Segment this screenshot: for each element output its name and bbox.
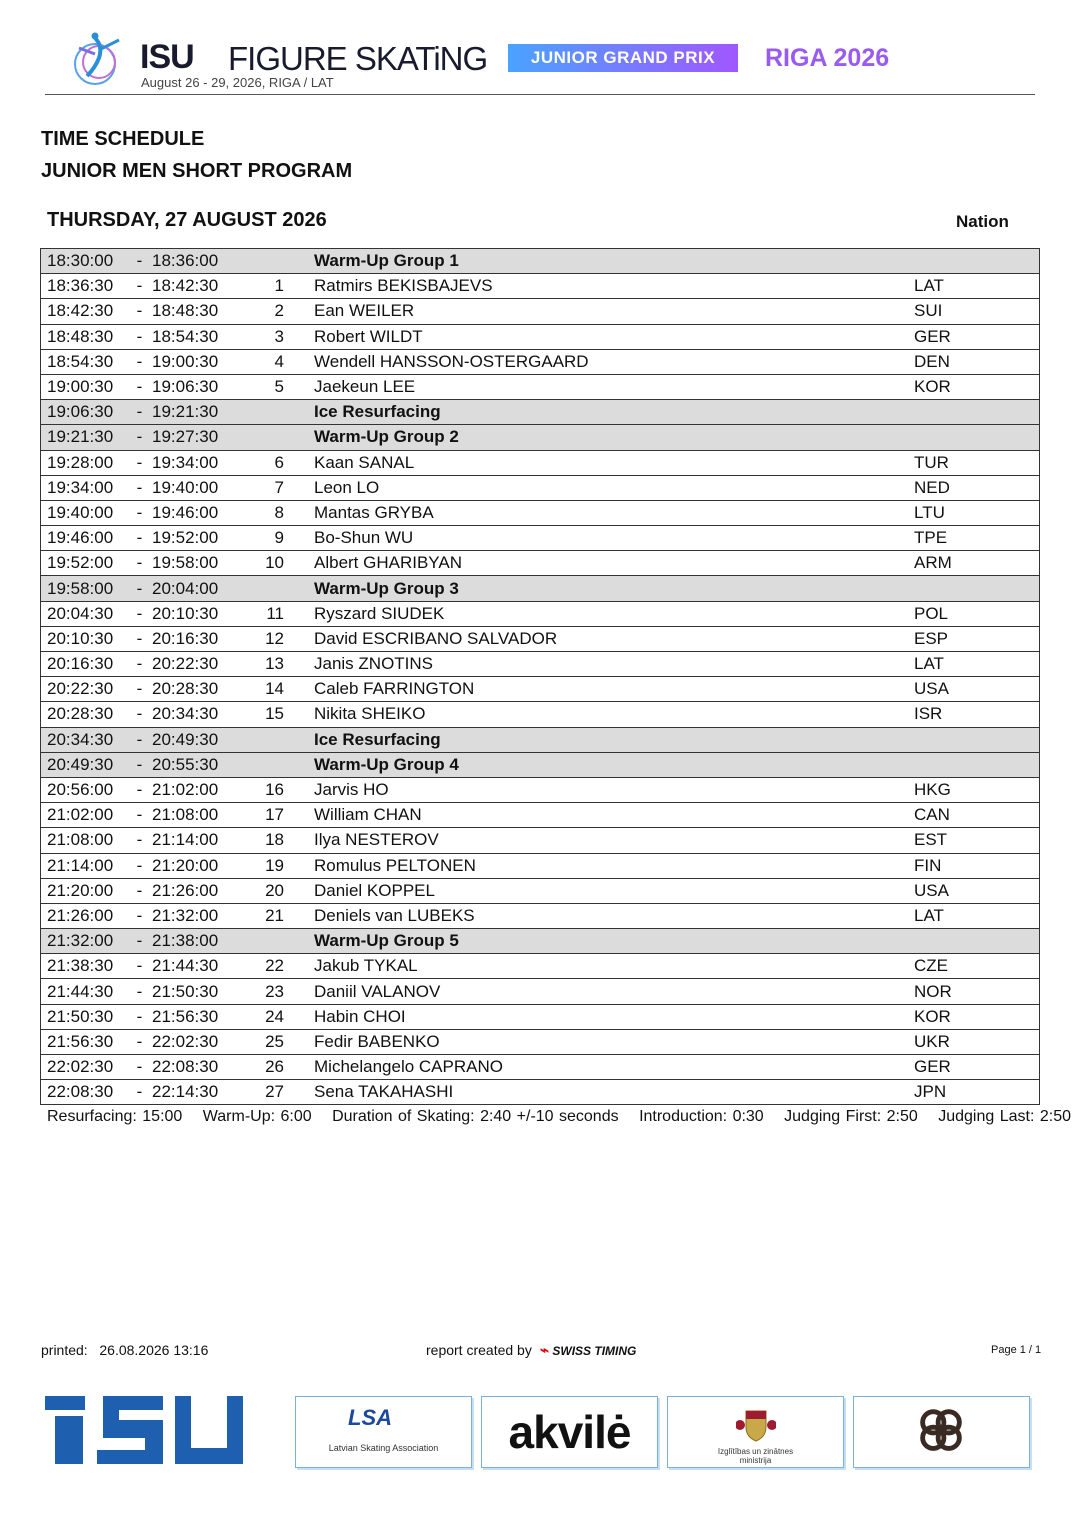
time-separator: - [127,1055,152,1080]
end-time: 21:02:00 [152,777,242,802]
nation-column-header: Nation [956,212,1009,231]
skater-name: Kaan SANAL [286,450,914,475]
schedule-row [41,475,1040,500]
end-time: 18:54:30 [152,324,242,349]
time-separator: - [127,576,152,601]
swiss-timing-logo [540,1341,636,1359]
end-time: 21:50:30 [152,979,242,1004]
figure-skating-wordmark: FIGURE SKATiNG [228,40,488,77]
legend-resurfacing: Resurfacing: 15:00 [47,1108,183,1125]
legend-judging-last: Judging Last: 2:50 [938,1108,1071,1125]
nation-code: POL [914,601,1040,626]
start-time: 20:16:30 [41,652,128,677]
skater-name: Albert GHARIBYAN [286,551,914,576]
skater-name: Mantas GRYBA [286,500,914,525]
nation-code: SUI [914,299,1040,324]
skater-name: Daniel KOPPEL [286,878,914,903]
section-label: Warm-Up Group 3 [286,576,914,601]
start-number [242,400,286,425]
nation-code: USA [914,677,1040,702]
start-time: 22:08:30 [41,1080,128,1105]
nation-code: USA [914,878,1040,903]
schedule-row [41,274,1040,299]
end-time: 21:20:00 [152,853,242,878]
start-number [242,752,286,777]
skater-name: David ESCRIBANO SALVADOR [286,626,914,651]
start-number: 2 [242,299,286,324]
time-separator: - [127,425,152,450]
time-separator: - [127,374,152,399]
time-separator: - [127,349,152,374]
section-label: Warm-Up Group 5 [286,929,914,954]
time-separator: - [127,677,152,702]
start-number: 15 [242,702,286,727]
end-time: 20:55:30 [152,752,242,777]
nation-code [914,929,1040,954]
nation-code: EST [914,828,1040,853]
skater-name: Romulus PELTONEN [286,853,914,878]
start-time: 18:48:30 [41,324,128,349]
nation-code: GER [914,1055,1040,1080]
nation-code: NOR [914,979,1040,1004]
start-time: 21:38:30 [41,954,128,979]
schedule-row [41,374,1040,399]
start-number: 14 [242,677,286,702]
time-separator: - [127,878,152,903]
time-separator: - [127,249,152,274]
time-separator: - [127,601,152,626]
start-number: 12 [242,626,286,651]
end-time: 21:14:00 [152,828,242,853]
swiss-timing-mark-icon: ⌁ [540,1342,550,1359]
start-time: 20:04:30 [41,601,128,626]
end-time: 19:46:00 [152,500,242,525]
schedule-row [41,1004,1040,1029]
nation-code: JPN [914,1080,1040,1105]
schedule-row [41,450,1040,475]
end-time: 19:00:30 [152,349,242,374]
end-time: 20:16:30 [152,626,242,651]
schedule-section-row [41,400,1040,425]
schedule-row [41,324,1040,349]
start-time: 20:28:30 [41,702,128,727]
page-number: Page 1 / 1 [991,1344,1042,1356]
time-separator: - [127,1004,152,1029]
document-title: TIME SCHEDULE [41,128,205,150]
start-time: 21:44:30 [41,979,128,1004]
schedule-section-row [41,727,1040,752]
start-number: 22 [242,954,286,979]
nation-code: KOR [914,374,1040,399]
nation-code: LAT [914,903,1040,928]
end-time: 21:38:00 [152,929,242,954]
time-separator: - [127,475,152,500]
start-time: 21:50:30 [41,1004,128,1029]
sponsor-akvile [481,1396,658,1468]
start-time: 19:52:00 [41,551,128,576]
section-label: Ice Resurfacing [286,400,914,425]
nation-code: HKG [914,777,1040,802]
time-separator: - [127,274,152,299]
start-number: 8 [242,500,286,525]
time-separator: - [127,450,152,475]
ministry-name-line1: Izglītības un zinātnes [717,1447,794,1456]
nation-code: CZE [914,954,1040,979]
start-number: 5 [242,374,286,399]
schedule-row [41,601,1040,626]
time-separator: - [127,324,152,349]
skater-name: Sena TAKAHASHI [286,1080,914,1105]
schedule-row [41,853,1040,878]
end-time: 21:08:00 [152,803,242,828]
nation-code: ISR [914,702,1040,727]
nation-code: FIN [914,853,1040,878]
skater-name: Habin CHOI [286,1004,914,1029]
event-dates: August 26 - 29, 2026, RIGA / LAT [141,75,334,90]
time-separator: - [127,979,152,1004]
start-number [242,727,286,752]
skater-name: Ratmirs BEKISBAJEVS [286,274,914,299]
skater-name: Ilya NESTEROV [286,828,914,853]
skater-name: Michelangelo CAPRANO [286,1055,914,1080]
latvia-coat-of-arms-icon [736,1403,776,1443]
start-time: 18:42:30 [41,299,128,324]
figure-skater-logo-icon [65,28,129,88]
start-number: 16 [242,777,286,802]
skater-name: Nikita SHEIKO [286,702,914,727]
time-separator: - [127,400,152,425]
legend-warmup: Warm-Up: 6:00 [202,1108,312,1125]
nation-code: LAT [914,652,1040,677]
printed-timestamp: printed: 26.08.2026 13:16 [41,1342,209,1358]
event-location-title: RIGA 2026 [765,44,890,72]
start-number: 18 [242,828,286,853]
start-number: 17 [242,803,286,828]
start-time: 21:56:30 [41,1029,128,1054]
start-time: 20:34:30 [41,727,128,752]
end-time: 18:48:30 [152,299,242,324]
time-separator: - [127,853,152,878]
schedule-row [41,526,1040,551]
nation-code [914,425,1040,450]
start-number: 10 [242,551,286,576]
start-time: 19:28:00 [41,450,128,475]
nation-code [914,727,1040,752]
skater-name: Robert WILDT [286,324,914,349]
skater-name: Jarvis HO [286,777,914,802]
end-time: 20:04:00 [152,576,242,601]
start-number: 20 [242,878,286,903]
start-number: 23 [242,979,286,1004]
end-time: 21:44:30 [152,954,242,979]
end-time: 19:58:00 [152,551,242,576]
end-time: 20:22:30 [152,652,242,677]
end-time: 18:42:30 [152,274,242,299]
end-time: 19:40:00 [152,475,242,500]
start-time: 21:26:00 [41,903,128,928]
isu-wordmark: ISU [140,38,194,76]
schedule-row [41,299,1040,324]
start-time: 18:30:00 [41,249,128,274]
skater-name: Wendell HANSSON-OSTERGAARD [286,349,914,374]
skater-name: Leon LO [286,475,914,500]
skater-name: Ean WEILER [286,299,914,324]
end-time: 21:56:30 [152,1004,242,1029]
start-time: 19:34:00 [41,475,128,500]
nation-code [914,576,1040,601]
time-separator: - [127,652,152,677]
schedule-section-row [41,425,1040,450]
nation-code: ESP [914,626,1040,651]
junior-grand-prix-badge: JUNIOR GRAND PRIX [508,44,738,72]
start-time: 20:22:30 [41,677,128,702]
start-time: 20:56:00 [41,777,128,802]
start-time: 19:00:30 [41,374,128,399]
start-number: 4 [242,349,286,374]
time-separator: - [127,526,152,551]
end-time: 20:28:30 [152,677,242,702]
legend-duration: Duration of Skating: 2:40 +/-10 seconds [332,1108,619,1125]
schedule-row [41,1055,1040,1080]
skater-name: Bo-Shun WU [286,526,914,551]
schedule-table [40,248,1040,1105]
isu-large-logo [45,1390,250,1470]
end-time: 20:10:30 [152,601,242,626]
start-number: 1 [242,274,286,299]
nation-code: KOR [914,1004,1040,1029]
start-number: 11 [242,601,286,626]
section-label: Warm-Up Group 2 [286,425,914,450]
nation-code [914,400,1040,425]
end-time: 18:36:00 [152,249,242,274]
nation-code: NED [914,475,1040,500]
schedule-row [41,777,1040,802]
skater-name: William CHAN [286,803,914,828]
document-subtitle: JUNIOR MEN SHORT PROGRAM [41,160,353,182]
start-time: 21:14:00 [41,853,128,878]
start-time: 19:21:30 [41,425,128,450]
start-number: 25 [242,1029,286,1054]
nation-code: UKR [914,1029,1040,1054]
schedule-row [41,349,1040,374]
start-time: 18:36:30 [41,274,128,299]
start-time: 19:46:00 [41,526,128,551]
skater-name: Ryszard SIUDEK [286,601,914,626]
start-time: 18:54:30 [41,349,128,374]
end-time: 19:06:30 [152,374,242,399]
start-time: 21:08:00 [41,828,128,853]
nation-code: GER [914,324,1040,349]
nation-code: LAT [914,274,1040,299]
skater-name: Daniil VALANOV [286,979,914,1004]
time-separator: - [127,777,152,802]
start-time: 19:58:00 [41,576,128,601]
event-header [45,22,1035,95]
schedule-row [41,979,1040,1004]
schedule-row [41,500,1040,525]
time-separator: - [127,828,152,853]
skater-name: Fedir BABENKO [286,1029,914,1054]
schedule-row [41,954,1040,979]
schedule-row [41,1029,1040,1054]
time-separator: - [127,752,152,777]
end-time: 19:21:30 [152,400,242,425]
schedule-row [41,903,1040,928]
clover-logo-icon [911,1403,971,1461]
nation-code [914,249,1040,274]
start-number: 26 [242,1055,286,1080]
start-time: 20:49:30 [41,752,128,777]
day-heading: THURSDAY, 27 AUGUST 2026 [47,209,327,231]
sponsor-clover [853,1396,1030,1468]
nation-code: LTU [914,500,1040,525]
start-number [242,576,286,601]
schedule-section-row [41,576,1040,601]
schedule-row [41,828,1040,853]
start-time: 19:40:00 [41,500,128,525]
time-separator: - [127,626,152,651]
ministry-name-line2: ministrija [739,1456,772,1465]
schedule-row [41,1080,1040,1105]
start-time: 21:20:00 [41,878,128,903]
start-number: 3 [242,324,286,349]
start-number: 21 [242,903,286,928]
end-time: 20:34:30 [152,702,242,727]
ministry-name [668,1447,843,1465]
nation-code: TUR [914,450,1040,475]
section-label: Warm-Up Group 1 [286,249,914,274]
section-label: Warm-Up Group 4 [286,752,914,777]
end-time: 20:49:30 [152,727,242,752]
schedule-section-row [41,752,1040,777]
start-number: 19 [242,853,286,878]
skater-name: Janis ZNOTINS [286,652,914,677]
akvile-logo-text: akvilė [508,1406,631,1458]
time-separator: - [127,803,152,828]
end-time: 22:02:30 [152,1029,242,1054]
skater-name: Jaekeun LEE [286,374,914,399]
timing-legend [47,1108,1071,1126]
start-number: 6 [242,450,286,475]
time-separator: - [127,1080,152,1105]
lsa-name: Latvian Skating Association [328,1443,439,1453]
sponsor-ministry [667,1396,844,1468]
start-number: 9 [242,526,286,551]
start-time: 21:02:00 [41,803,128,828]
time-separator: - [127,727,152,752]
schedule-section-row [41,249,1040,274]
start-number: 24 [242,1004,286,1029]
swiss-timing-text: SWISS TIMING [552,1344,637,1358]
time-separator: - [127,954,152,979]
schedule-row [41,677,1040,702]
time-separator: - [127,929,152,954]
start-time: 19:06:30 [41,400,128,425]
end-time: 22:14:30 [152,1080,242,1105]
start-time: 20:10:30 [41,626,128,651]
schedule-row [41,626,1040,651]
end-time: 19:34:00 [152,450,242,475]
schedule-row [41,652,1040,677]
time-separator: - [127,702,152,727]
nation-code: CAN [914,803,1040,828]
report-created-by: report created by [426,1342,532,1358]
start-number [242,249,286,274]
end-time: 22:08:30 [152,1055,242,1080]
start-number: 13 [242,652,286,677]
start-time: 21:32:00 [41,929,128,954]
time-separator: - [127,1029,152,1054]
time-separator: - [127,903,152,928]
nation-code: ARM [914,551,1040,576]
schedule-row [41,551,1040,576]
skater-name: Deniels van LUBEKS [286,903,914,928]
nation-code [914,752,1040,777]
nation-code: TPE [914,526,1040,551]
end-time: 19:27:30 [152,425,242,450]
start-number: 27 [242,1080,286,1105]
schedule-section-row [41,929,1040,954]
section-label: Ice Resurfacing [286,727,914,752]
schedule-row [41,803,1040,828]
skater-name: Caleb FARRINGTON [286,677,914,702]
lsa-logo-mark: LSA [348,1405,392,1430]
start-number [242,425,286,450]
time-separator: - [127,500,152,525]
legend-introduction: Introduction: 0:30 [639,1108,764,1125]
start-number: 7 [242,475,286,500]
start-time: 22:02:30 [41,1055,128,1080]
end-time: 19:52:00 [152,526,242,551]
schedule-row [41,702,1040,727]
time-separator: - [127,551,152,576]
legend-judging-first: Judging First: 2:50 [784,1108,918,1125]
end-time: 21:32:00 [152,903,242,928]
schedule-row [41,878,1040,903]
start-number [242,929,286,954]
sponsor-latvian-skating-association [295,1396,472,1468]
skater-name: Jakub TYKAL [286,954,914,979]
nation-code: DEN [914,349,1040,374]
end-time: 21:26:00 [152,878,242,903]
time-separator: - [127,299,152,324]
